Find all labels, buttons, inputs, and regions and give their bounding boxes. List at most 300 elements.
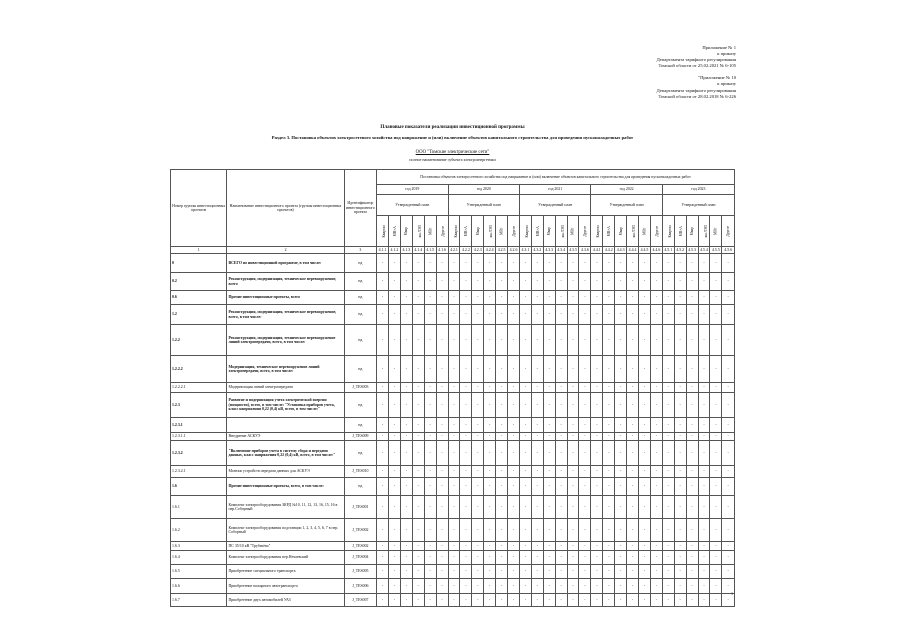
row-value: - bbox=[662, 579, 674, 594]
row-value: - bbox=[508, 418, 520, 433]
head-unit bbox=[662, 216, 674, 247]
row-value: - bbox=[555, 356, 567, 383]
row-value: - bbox=[484, 356, 496, 383]
row-value: - bbox=[567, 478, 579, 496]
row-value: - bbox=[615, 433, 627, 441]
row-value: - bbox=[448, 254, 460, 273]
row-number: 1.2 bbox=[171, 305, 227, 325]
row-value: - bbox=[531, 356, 543, 383]
row-value: - bbox=[448, 441, 460, 466]
row-value: - bbox=[388, 383, 400, 393]
row-number: 1.6.3 bbox=[171, 542, 227, 551]
row-value: - bbox=[543, 594, 555, 607]
row-value: - bbox=[650, 542, 662, 551]
row-value: - bbox=[388, 496, 400, 519]
row-value: - bbox=[627, 356, 639, 383]
row-value: - bbox=[639, 418, 651, 433]
row-value: - bbox=[508, 579, 520, 594]
row-value: - bbox=[448, 478, 460, 496]
row-value: - bbox=[484, 542, 496, 551]
row-value: - bbox=[686, 496, 698, 519]
row-value: - bbox=[448, 393, 460, 418]
row-value: - bbox=[448, 291, 460, 305]
row-value: - bbox=[388, 466, 400, 478]
row-value: - bbox=[496, 418, 508, 433]
row-value: - bbox=[686, 466, 698, 478]
row-value: - bbox=[615, 291, 627, 305]
row-id: нд bbox=[344, 356, 376, 383]
head-plan: Утвержденный план bbox=[519, 195, 590, 216]
row-value: - bbox=[388, 551, 400, 565]
head-unit bbox=[579, 216, 591, 247]
table-row bbox=[171, 356, 735, 383]
row-value: - bbox=[650, 466, 662, 478]
row-value: - bbox=[710, 478, 722, 496]
row-value: - bbox=[496, 291, 508, 305]
row-id: J_TES004 bbox=[344, 551, 376, 565]
row-value: - bbox=[377, 551, 389, 565]
row-value: - bbox=[436, 393, 448, 418]
row-value: - bbox=[460, 466, 472, 478]
row-name: "Включение приборов учета в систему сбора и передачи данных, класс напряжения 0,22 (0,4) кВ, всего, в том числе:" bbox=[227, 441, 344, 466]
column-number: 4.5.5 bbox=[710, 247, 722, 254]
row-value: - bbox=[591, 496, 603, 519]
row-value: - bbox=[531, 273, 543, 291]
row-value: - bbox=[460, 393, 472, 418]
row-value: - bbox=[591, 579, 603, 594]
row-value: - bbox=[567, 418, 579, 433]
row-id: нд bbox=[344, 478, 376, 496]
row-value: - bbox=[650, 273, 662, 291]
head-unit-label: МВ×А bbox=[392, 225, 397, 237]
row-value: - bbox=[650, 579, 662, 594]
row-value: - bbox=[650, 551, 662, 565]
header-line: Томской области от 28.02.2018 № 6-226 bbox=[658, 93, 736, 99]
row-value: - bbox=[555, 393, 567, 418]
column-number: 4.1.1 bbox=[377, 247, 389, 254]
table-row bbox=[171, 594, 735, 607]
row-value: - bbox=[591, 433, 603, 441]
table-row bbox=[171, 273, 735, 291]
row-value: - bbox=[567, 273, 579, 291]
row-value: - bbox=[698, 542, 710, 551]
table-row bbox=[171, 496, 735, 519]
head-unit-label: км ЛЭП bbox=[560, 224, 565, 238]
row-id: J_TES006 bbox=[344, 579, 376, 594]
row-value: - bbox=[674, 325, 686, 356]
head-unit bbox=[543, 216, 555, 247]
row-value: - bbox=[686, 579, 698, 594]
column-number: 4.4.6 bbox=[650, 247, 662, 254]
head-unit bbox=[460, 216, 472, 247]
row-value: - bbox=[639, 519, 651, 542]
row-value: - bbox=[627, 418, 639, 433]
row-value: - bbox=[496, 254, 508, 273]
row-number: 1.2.2.2 bbox=[171, 356, 227, 383]
row-value: - bbox=[412, 478, 424, 496]
column-number: 4.5.4 bbox=[698, 247, 710, 254]
column-number: 4.4.2 bbox=[603, 247, 615, 254]
row-value: - bbox=[674, 418, 686, 433]
row-value: - bbox=[436, 466, 448, 478]
column-number: 4.2.5 bbox=[496, 247, 508, 254]
row-value: - bbox=[412, 383, 424, 393]
row-value: - bbox=[722, 254, 735, 273]
row-value: - bbox=[662, 325, 674, 356]
row-value: - bbox=[531, 325, 543, 356]
row-value: - bbox=[674, 441, 686, 466]
head-plan: Утвержденный план bbox=[448, 195, 519, 216]
header-line: к приказу bbox=[717, 51, 736, 57]
row-value: - bbox=[448, 356, 460, 383]
row-value: - bbox=[627, 441, 639, 466]
row-value: - bbox=[639, 441, 651, 466]
row-value: - bbox=[543, 383, 555, 393]
row-value: - bbox=[460, 356, 472, 383]
head-plan: Утвержденный план bbox=[377, 195, 448, 216]
row-value: - bbox=[662, 496, 674, 519]
column-number: 4.3.1 bbox=[519, 247, 531, 254]
page-number: 1 bbox=[731, 591, 733, 596]
row-value: - bbox=[448, 418, 460, 433]
column-number: 4.5.1 bbox=[662, 247, 674, 254]
row-value: - bbox=[388, 393, 400, 418]
row-value: - bbox=[519, 519, 531, 542]
row-value: - bbox=[639, 594, 651, 607]
row-value: - bbox=[484, 441, 496, 466]
row-value: - bbox=[388, 325, 400, 356]
row-value: - bbox=[650, 433, 662, 441]
row-name: Реконструкция, модернизация, техническое перевооружение, всего, в том числе: bbox=[227, 305, 344, 325]
row-value: - bbox=[639, 291, 651, 305]
row-value: - bbox=[377, 478, 389, 496]
row-value: - bbox=[543, 496, 555, 519]
row-value: - bbox=[650, 325, 662, 356]
row-value: - bbox=[531, 466, 543, 478]
row-value: - bbox=[496, 565, 508, 579]
row-value: - bbox=[424, 466, 436, 478]
row-id: нд bbox=[344, 418, 376, 433]
row-id: нд bbox=[344, 441, 376, 466]
row-name: Комплект электрооборудования пер.Нечаевский bbox=[227, 551, 344, 565]
row-value: - bbox=[567, 254, 579, 273]
row-value: - bbox=[639, 466, 651, 478]
row-value: - bbox=[722, 579, 735, 594]
row-value: - bbox=[555, 433, 567, 441]
row-value: - bbox=[674, 579, 686, 594]
head-unit-label: МВ×А bbox=[607, 225, 612, 237]
row-value: - bbox=[555, 551, 567, 565]
row-name: Внедрение АСКУЭ bbox=[227, 433, 344, 441]
header-line: Приложение № 1 bbox=[702, 45, 736, 50]
row-value: - bbox=[722, 551, 735, 565]
row-value: - bbox=[424, 478, 436, 496]
row-value: - bbox=[591, 383, 603, 393]
row-value: - bbox=[436, 551, 448, 565]
row-name bbox=[227, 418, 344, 433]
row-value: - bbox=[662, 418, 674, 433]
row-value: - bbox=[615, 305, 627, 325]
row-value: - bbox=[424, 496, 436, 519]
row-value: - bbox=[436, 433, 448, 441]
row-value: - bbox=[377, 441, 389, 466]
row-value: - bbox=[424, 519, 436, 542]
row-value: - bbox=[567, 441, 579, 466]
row-value: - bbox=[567, 305, 579, 325]
row-value: - bbox=[496, 433, 508, 441]
row-value: - bbox=[698, 519, 710, 542]
row-value: - bbox=[674, 594, 686, 607]
head-unit-label: Другое bbox=[512, 225, 517, 237]
row-value: - bbox=[388, 254, 400, 273]
row-value: - bbox=[412, 579, 424, 594]
row-value: - bbox=[603, 383, 615, 393]
head-unit-label: км ЛЭП bbox=[489, 224, 494, 238]
row-value: - bbox=[377, 579, 389, 594]
row-value: - bbox=[674, 519, 686, 542]
column-number: 4.3.4 bbox=[555, 247, 567, 254]
row-value: - bbox=[519, 478, 531, 496]
row-number: 1.6.7 bbox=[171, 594, 227, 607]
row-value: - bbox=[436, 325, 448, 356]
row-value: - bbox=[722, 478, 735, 496]
row-value: - bbox=[472, 291, 484, 305]
row-value: - bbox=[400, 594, 412, 607]
row-value: - bbox=[543, 393, 555, 418]
row-value: - bbox=[603, 542, 615, 551]
row-name: Приобретение пожарного автотранспорта bbox=[227, 579, 344, 594]
row-value: - bbox=[615, 254, 627, 273]
row-value: - bbox=[698, 291, 710, 305]
row-value: - bbox=[377, 418, 389, 433]
head-unit-label: Мвар bbox=[404, 226, 409, 236]
row-value: - bbox=[412, 291, 424, 305]
row-value: - bbox=[662, 305, 674, 325]
row-value: - bbox=[591, 254, 603, 273]
row-value: - bbox=[722, 496, 735, 519]
row-value: - bbox=[543, 291, 555, 305]
row-value: - bbox=[543, 305, 555, 325]
section-title: Раздел 3. Постановка объектов электросетевого хозяйства под напряжение и (или) включение объектов капитального строительства для проведения пусконаладочных работ bbox=[271, 135, 634, 140]
table-row bbox=[171, 325, 735, 356]
row-value: - bbox=[686, 594, 698, 607]
row-value: - bbox=[627, 542, 639, 551]
row-value: - bbox=[508, 254, 520, 273]
row-value: - bbox=[436, 478, 448, 496]
row-value: - bbox=[710, 305, 722, 325]
row-value: - bbox=[710, 291, 722, 305]
row-value: - bbox=[627, 254, 639, 273]
column-number: 4.2.6 bbox=[508, 247, 520, 254]
row-value: - bbox=[591, 551, 603, 565]
row-value: - bbox=[543, 466, 555, 478]
column-number: 4.2.2 bbox=[460, 247, 472, 254]
row-value: - bbox=[579, 466, 591, 478]
row-value: - bbox=[412, 496, 424, 519]
row-value: - bbox=[484, 291, 496, 305]
row-value: - bbox=[472, 519, 484, 542]
head-unit bbox=[519, 216, 531, 247]
row-number: 1.6.1 bbox=[171, 496, 227, 519]
row-id: J_TES007 bbox=[344, 594, 376, 607]
row-value: - bbox=[722, 418, 735, 433]
row-value: - bbox=[448, 496, 460, 519]
row-value: - bbox=[555, 325, 567, 356]
row-value: - bbox=[603, 254, 615, 273]
row-value: - bbox=[686, 356, 698, 383]
header-line: "Приложение № 10 bbox=[698, 75, 736, 81]
row-value: - bbox=[603, 466, 615, 478]
row-value: - bbox=[615, 325, 627, 356]
row-value: - bbox=[472, 594, 484, 607]
column-number: 4.5.2 bbox=[674, 247, 686, 254]
row-value: - bbox=[377, 254, 389, 273]
row-value: - bbox=[555, 542, 567, 551]
row-value: - bbox=[472, 441, 484, 466]
column-number: 4.3.2 bbox=[531, 247, 543, 254]
row-value: - bbox=[686, 393, 698, 418]
row-value: - bbox=[722, 356, 735, 383]
row-value: - bbox=[543, 579, 555, 594]
row-value: - bbox=[460, 433, 472, 441]
row-value: - bbox=[460, 542, 472, 551]
row-number: 1.2.2.2.1 bbox=[171, 383, 227, 393]
row-value: - bbox=[662, 254, 674, 273]
row-number: 1.2.3 bbox=[171, 393, 227, 418]
row-value: - bbox=[388, 441, 400, 466]
row-value: - bbox=[615, 393, 627, 418]
head-unit bbox=[639, 216, 651, 247]
row-value: - bbox=[412, 254, 424, 273]
head-unit bbox=[698, 216, 710, 247]
row-value: - bbox=[698, 579, 710, 594]
row-value: - bbox=[496, 542, 508, 551]
row-value: - bbox=[662, 393, 674, 418]
row-value: - bbox=[484, 393, 496, 418]
row-value: - bbox=[639, 496, 651, 519]
head-unit bbox=[436, 216, 448, 247]
row-value: - bbox=[377, 273, 389, 291]
row-value: - bbox=[710, 393, 722, 418]
row-value: - bbox=[686, 551, 698, 565]
row-number: 0.2 bbox=[171, 273, 227, 291]
row-value: - bbox=[508, 441, 520, 466]
row-value: - bbox=[436, 356, 448, 383]
row-value: - bbox=[615, 542, 627, 551]
row-name: Комплект электрооборудования подстанции 1, 2, 3, 4, 5, 6, 7 в пер. Соборный bbox=[227, 519, 344, 542]
row-value: - bbox=[472, 393, 484, 418]
row-value: - bbox=[496, 519, 508, 542]
column-number: 3 bbox=[344, 247, 376, 254]
row-value: - bbox=[698, 418, 710, 433]
row-value: - bbox=[472, 478, 484, 496]
row-value: - bbox=[472, 305, 484, 325]
row-value: - bbox=[531, 305, 543, 325]
row-value: - bbox=[567, 433, 579, 441]
row-value: - bbox=[722, 291, 735, 305]
row-value: - bbox=[662, 273, 674, 291]
row-value: - bbox=[674, 466, 686, 478]
row-value: - bbox=[662, 594, 674, 607]
row-value: - bbox=[508, 519, 520, 542]
head-unit-label: Мвар bbox=[689, 226, 694, 236]
row-value: - bbox=[686, 418, 698, 433]
row-value: - bbox=[424, 254, 436, 273]
head-plan: Утвержденный план bbox=[591, 195, 662, 216]
row-value: - bbox=[388, 519, 400, 542]
row-value: - bbox=[710, 254, 722, 273]
row-value: - bbox=[472, 433, 484, 441]
head-unit bbox=[686, 216, 698, 247]
head-unit-label: км ЛЭП bbox=[632, 224, 637, 238]
row-value: - bbox=[555, 305, 567, 325]
row-value: - bbox=[412, 418, 424, 433]
row-value: - bbox=[579, 254, 591, 273]
row-value: - bbox=[627, 478, 639, 496]
row-value: - bbox=[460, 418, 472, 433]
row-value: - bbox=[519, 565, 531, 579]
row-value: - bbox=[579, 418, 591, 433]
row-value: - bbox=[698, 565, 710, 579]
row-value: - bbox=[412, 273, 424, 291]
row-value: - bbox=[400, 383, 412, 393]
row-value: - bbox=[531, 496, 543, 519]
head-unit bbox=[496, 216, 508, 247]
row-value: - bbox=[627, 579, 639, 594]
row-value: - bbox=[674, 478, 686, 496]
row-value: - bbox=[627, 496, 639, 519]
row-value: - bbox=[615, 466, 627, 478]
head-main: Постановка объектов электросетевого хозяйства под напряжение и (или) включение объектов капитального строительства для проведения пусконаладочных работ bbox=[377, 170, 735, 185]
row-value: - bbox=[662, 441, 674, 466]
row-value: - bbox=[377, 305, 389, 325]
row-value: - bbox=[400, 519, 412, 542]
row-name: Приобретение специального транспорта bbox=[227, 565, 344, 579]
row-value: - bbox=[460, 291, 472, 305]
row-value: - bbox=[710, 325, 722, 356]
row-value: - bbox=[662, 542, 674, 551]
row-value: - bbox=[448, 579, 460, 594]
row-value: - bbox=[603, 291, 615, 305]
head-unit-label: Квартал bbox=[524, 224, 529, 238]
row-value: - bbox=[531, 441, 543, 466]
row-value: - bbox=[460, 254, 472, 273]
row-number: 1.6 bbox=[171, 478, 227, 496]
row-value: - bbox=[412, 393, 424, 418]
row-value: - bbox=[460, 478, 472, 496]
row-name: ВСЕГО по инвестиционной программе, в том числе: bbox=[227, 254, 344, 273]
row-value: - bbox=[519, 441, 531, 466]
row-value: - bbox=[424, 393, 436, 418]
row-value: - bbox=[400, 433, 412, 441]
column-number: 4.4.5 bbox=[639, 247, 651, 254]
row-value: - bbox=[484, 305, 496, 325]
row-value: - bbox=[674, 542, 686, 551]
row-value: - bbox=[579, 393, 591, 418]
row-value: - bbox=[722, 393, 735, 418]
row-value: - bbox=[639, 273, 651, 291]
row-value: - bbox=[639, 433, 651, 441]
row-value: - bbox=[615, 478, 627, 496]
row-value: - bbox=[472, 565, 484, 579]
header-line: Томской области от 25.02.2021 № 6-105 bbox=[658, 63, 736, 69]
row-value: - bbox=[674, 273, 686, 291]
row-value: - bbox=[519, 579, 531, 594]
row-value: - bbox=[519, 594, 531, 607]
row-value: - bbox=[650, 393, 662, 418]
row-value: - bbox=[377, 594, 389, 607]
row-value: - bbox=[579, 496, 591, 519]
